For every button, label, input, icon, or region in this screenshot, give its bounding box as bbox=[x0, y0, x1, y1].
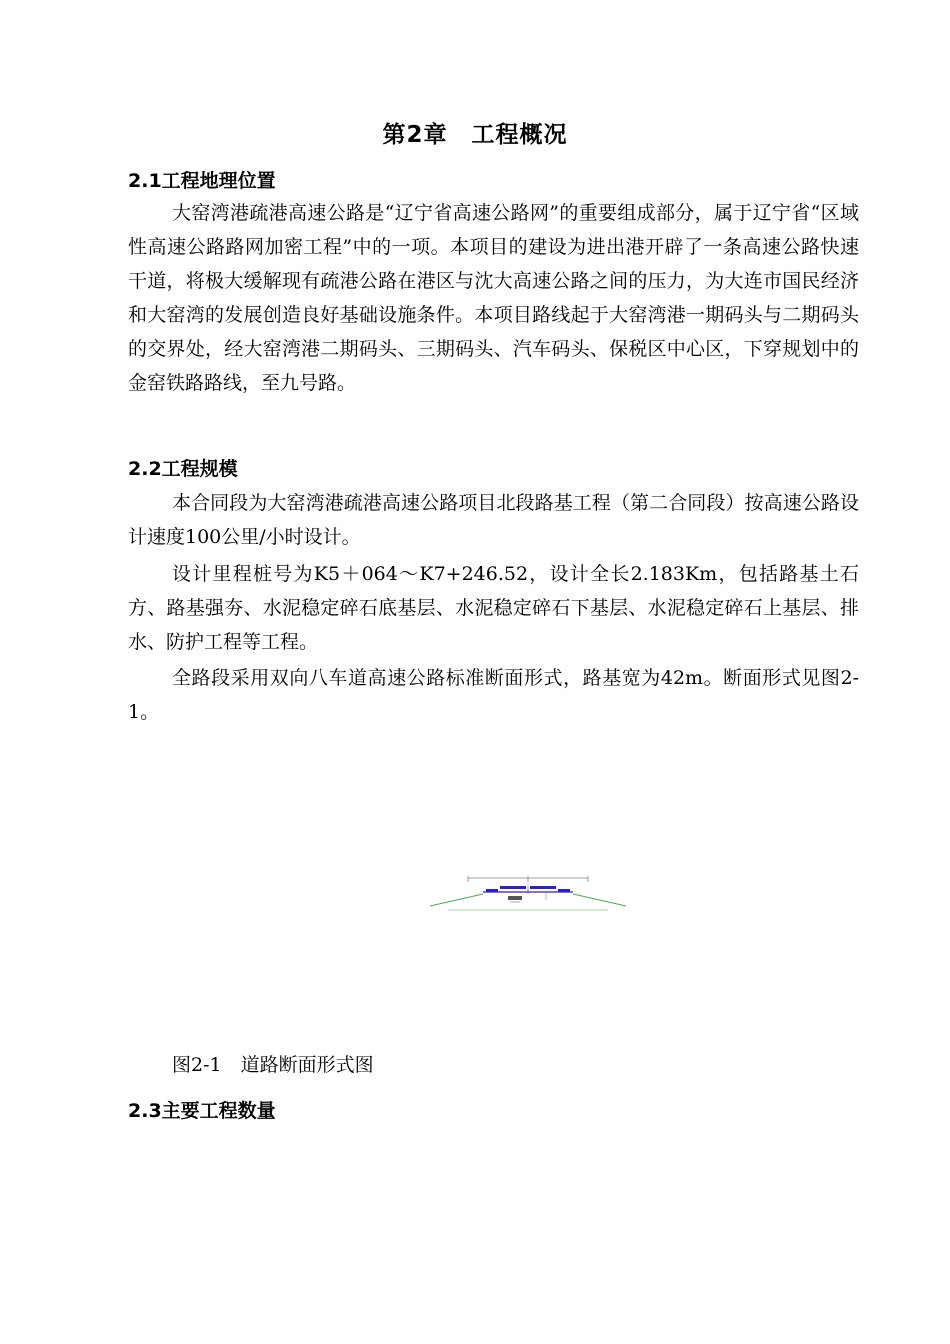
paragraph-scale-3: 全路段采用双向八车道高速公路标准断面形式，路基宽为42m。断面形式见图2-1。 bbox=[128, 667, 859, 723]
section-heading-2-2: 2.2工程规模 bbox=[128, 458, 238, 480]
paragraph-scale-1: 本合同段为大窑湾港疏港高速公路项目北段路基工程（第二合同段）按高速公路设计速度100公里/小时设计。 bbox=[128, 492, 859, 548]
right-pavement bbox=[530, 886, 556, 889]
chapter-title: 第2章 工程概况 bbox=[382, 122, 568, 148]
left-pavement bbox=[500, 886, 526, 889]
paragraph-location: 大窑湾港疏港高速公路是“辽宁省高速公路网”的重要组成部分，属于辽宁省“区域性高速公路路网加密工程”中的一项。本项目的建设为进出港开辟了一条高速公路快速干道，将极大缓解现有疏港公路在港区与沈大高速公路之间的压力，为大连市国民经济和大窑湾的发展创造良好基础设施条件。本项目路线起于大窑湾港一期码头与二期码头的交界处，经大窑湾港二期码头、三期码头、汽车码头、保税区中心区，下穿规划中的金窑铁路路线，至九号路。 bbox=[128, 202, 859, 394]
right-slope-line bbox=[573, 894, 626, 906]
figure-caption: 图2-1 道路断面形式图 bbox=[172, 1054, 374, 1076]
paragraph-scale-2: 设计里程桩号为K5＋064～K7+246.52，设计全长2.183Km，包括路基土石方、路基强夯、水泥稳定碎石底基层、水泥稳定碎石下基层、水泥稳定碎石上基层、排水、防护工程等工程。 bbox=[128, 563, 859, 653]
section-heading-2-1: 2.1工程地理位置 bbox=[128, 170, 276, 192]
section-heading-2-3: 2.3主要工程数量 bbox=[128, 1100, 276, 1122]
road-cross-section-figure bbox=[428, 868, 628, 912]
left-slope-line bbox=[430, 894, 483, 906]
annotation-block bbox=[508, 896, 522, 900]
